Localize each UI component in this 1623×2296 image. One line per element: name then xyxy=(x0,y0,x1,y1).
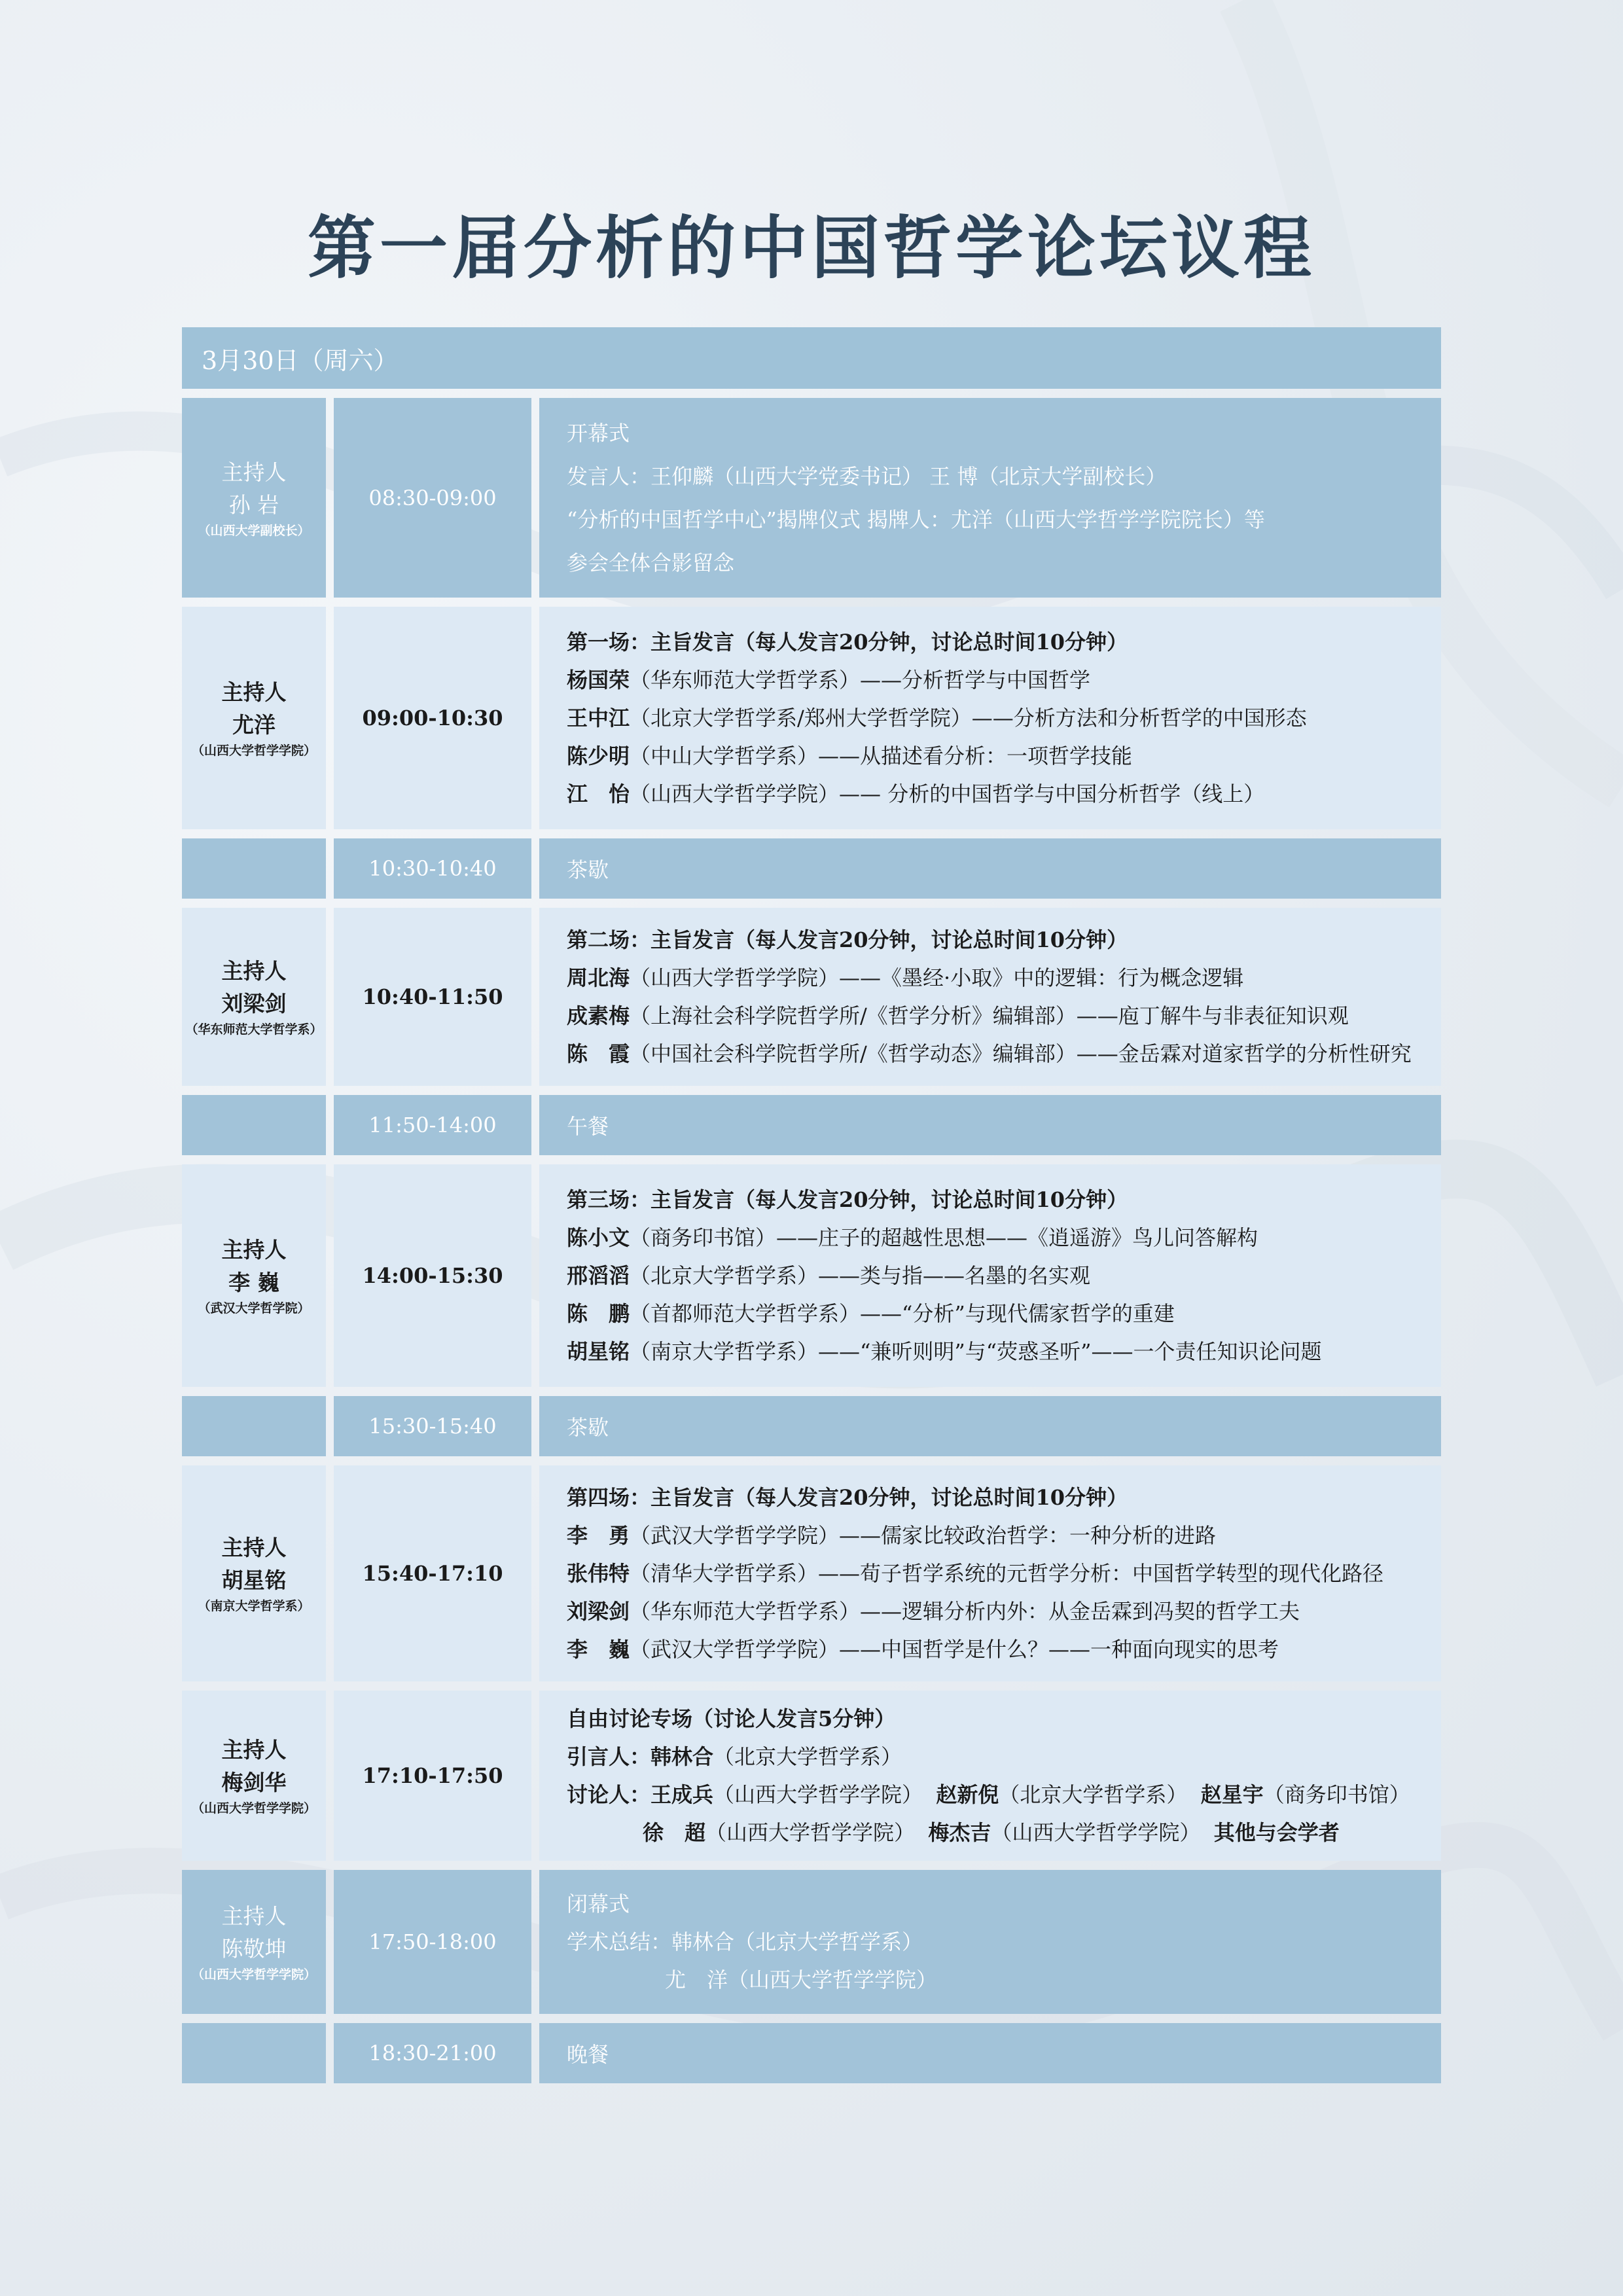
speaker-affiliation: （山西大学哲学学院） xyxy=(705,1820,916,1845)
talk-detail: （首都师范大学哲学系）——“分析”与现代儒家哲学的重建 xyxy=(630,1301,1175,1326)
talk-line xyxy=(567,1295,1441,1333)
agenda-row-closing xyxy=(182,1870,1441,2014)
talk-detail: （上海社会科学院哲学所/《哲学分析》编辑部）——庖丁解牛与非表征知识观 xyxy=(630,1003,1349,1028)
talk-line xyxy=(567,661,1441,699)
talk-detail: （北京大学哲学系）——类与指——名墨的名实观 xyxy=(630,1263,1091,1288)
talk-detail: （北京大学哲学系/郑州大学哲学院）——分析方法和分析哲学的中国形态 xyxy=(630,706,1307,730)
speaker-affiliation: （山西大学哲学学院） xyxy=(991,1820,1201,1845)
time-cell: 18:30-21:00 xyxy=(334,2023,531,2083)
talk-detail: （山西大学哲学学院）——《墨经·小取》中的逻辑：行为概念逻辑 xyxy=(630,965,1244,990)
session-heading: 自由讨论专场（讨论人发言5分钟） xyxy=(567,1706,896,1731)
time-cell: 14:00-15:30 xyxy=(334,1164,531,1387)
session-heading: 第二场：主旨发言（每人发言20分钟，讨论总时间10分钟） xyxy=(567,927,1128,952)
host-cell-empty xyxy=(182,2023,326,2083)
host-affiliation: （山西大学哲学学院） xyxy=(191,1801,316,1816)
content-cell xyxy=(539,1465,1441,1681)
discussant-line xyxy=(567,1776,1441,1814)
agenda-row-dinner xyxy=(182,2023,1441,2083)
host-name: 刘梁剑 xyxy=(221,991,287,1016)
date-header: 3月30日（周六） xyxy=(182,327,1441,389)
speaker-name: 赵新倪 xyxy=(936,1782,999,1807)
agenda-row-opening xyxy=(182,398,1441,598)
speaker-name: 周北海 xyxy=(567,965,630,990)
speaker-name: 江 怡 xyxy=(567,781,630,806)
content-cell xyxy=(539,1691,1441,1861)
host-label: 主持人 xyxy=(221,1535,287,1560)
host-affiliation: （南京大学哲学系） xyxy=(198,1599,310,1613)
talk-line xyxy=(567,1035,1441,1073)
break-label: 茶歇 xyxy=(539,838,1441,899)
time-cell: 10:30-10:40 xyxy=(334,838,531,899)
agenda-row-session-1 xyxy=(182,607,1441,829)
content-line: 开幕式 xyxy=(567,420,630,446)
talk-detail: （中国社会科学院哲学所/《哲学动态》编辑部）——金岳霖对道家哲学的分析性研究 xyxy=(630,1041,1412,1066)
host-name: 李 巍 xyxy=(228,1270,279,1295)
speaker-name: 杨国荣 xyxy=(567,668,630,692)
host-cell xyxy=(182,1164,326,1387)
host-cell-empty xyxy=(182,838,326,899)
host-label: 主持人 xyxy=(221,1903,287,1929)
speaker-affiliation: （北京大学哲学系） xyxy=(713,1744,902,1769)
speaker-name: 成素梅 xyxy=(567,1003,630,1028)
host-label: 主持人 xyxy=(221,459,287,485)
session-heading: 第三场：主旨发言（每人发言20分钟，讨论总时间10分钟） xyxy=(567,1187,1128,1212)
host-label: 主持人 xyxy=(221,1237,287,1263)
host-cell xyxy=(182,908,326,1086)
speaker-name: 胡星铭 xyxy=(567,1339,630,1364)
speaker-name: 陈小文 xyxy=(567,1225,630,1250)
speaker-name: 刘梁剑 xyxy=(567,1599,630,1624)
speaker-name: 陈少明 xyxy=(567,744,630,768)
host-affiliation: （山西大学哲学学院） xyxy=(191,1967,316,1982)
agenda-row-session-4 xyxy=(182,1465,1441,1681)
host-affiliation: （山西大学哲学学院） xyxy=(191,744,316,758)
speaker-affiliation: （山西大学哲学学院） xyxy=(713,1782,923,1807)
host-cell-empty xyxy=(182,1396,326,1456)
discussant-label: 讨论人： xyxy=(567,1782,651,1807)
content-cell xyxy=(539,1870,1441,2014)
host-cell-empty xyxy=(182,1095,326,1155)
session-heading: 第一场：主旨发言（每人发言20分钟，讨论总时间10分钟） xyxy=(567,630,1128,655)
speaker-name: 赵星宇 xyxy=(1200,1782,1264,1807)
speaker-name: 李 巍 xyxy=(567,1637,630,1662)
speaker-name: 张伟特 xyxy=(567,1561,630,1586)
host-name: 梅剑华 xyxy=(221,1770,287,1795)
agenda-row-break xyxy=(182,1396,1441,1456)
intro-label: 引言人： xyxy=(567,1744,651,1769)
agenda-row-lunch xyxy=(182,1095,1441,1155)
host-label: 主持人 xyxy=(221,1737,287,1763)
speaker-name: 陈 霞 xyxy=(567,1041,630,1066)
time-cell: 17:50-18:00 xyxy=(334,1870,531,2014)
agenda-table xyxy=(182,327,1441,2092)
talk-line xyxy=(567,1592,1441,1630)
talk-detail: （中山大学哲学系）——从描述看分析：一项哲学技能 xyxy=(630,744,1133,768)
other-attendees: 其他与会学者 xyxy=(1213,1820,1340,1845)
content-cell xyxy=(539,607,1441,829)
talk-line xyxy=(567,1630,1441,1668)
talk-detail: （山西大学哲学学院）—— 分析的中国哲学与中国分析哲学（线上） xyxy=(630,781,1265,806)
speaker-name: 徐 超 xyxy=(643,1820,706,1845)
host-affiliation: （华东师范大学哲学系） xyxy=(185,1022,323,1037)
talk-line xyxy=(567,1554,1441,1592)
content-cell xyxy=(539,398,1441,598)
time-cell: 15:40-17:10 xyxy=(334,1465,531,1681)
content-line: 参会全体合影留念 xyxy=(567,550,735,575)
host-name: 尤洋 xyxy=(232,712,276,738)
host-cell xyxy=(182,1691,326,1861)
agenda-row-session-3 xyxy=(182,1164,1441,1387)
time-cell: 09:00-10:30 xyxy=(334,607,531,829)
host-cell xyxy=(182,1870,326,2014)
speaker-name: 邢滔滔 xyxy=(567,1263,630,1288)
talk-line xyxy=(567,1257,1441,1295)
talk-detail: （武汉大学哲学学院）——中国哲学是什么？——一种面向现实的思考 xyxy=(630,1637,1279,1662)
talk-line xyxy=(567,775,1441,813)
host-cell xyxy=(182,607,326,829)
host-cell xyxy=(182,1465,326,1681)
closing-speaker: 尤 洋（山西大学哲学学院） xyxy=(665,1967,938,1992)
time-cell: 10:40-11:50 xyxy=(334,908,531,1086)
talk-detail: （南京大学哲学系）——“兼听则明”与“荧惑圣听”——一个责任知识论问题 xyxy=(630,1339,1322,1364)
speaker-name: 梅杰吉 xyxy=(928,1820,991,1845)
session-heading: 第四场：主旨发言（每人发言20分钟，讨论总时间10分钟） xyxy=(567,1485,1128,1510)
host-affiliation: （武汉大学哲学院） xyxy=(198,1301,310,1316)
host-name: 孙 岩 xyxy=(228,492,279,518)
speaker-name: 王成兵 xyxy=(651,1782,714,1807)
talk-detail: （华东师范大学哲学系）——逻辑分析内外：从金岳霖到冯契的哲学工夫 xyxy=(630,1599,1300,1624)
time-cell: 17:10-17:50 xyxy=(334,1691,531,1861)
content-line: 闭幕式 xyxy=(567,1892,630,1916)
talk-line xyxy=(567,959,1441,997)
break-label: 茶歇 xyxy=(539,1396,1441,1456)
intro-line xyxy=(567,1738,1441,1776)
time-cell: 15:30-15:40 xyxy=(334,1396,531,1456)
talk-line xyxy=(567,997,1441,1035)
talk-line xyxy=(567,1219,1441,1257)
talk-detail: （华东师范大学哲学系）——分析哲学与中国哲学 xyxy=(630,668,1091,692)
agenda-row-break xyxy=(182,838,1441,899)
content-line: 发言人：王仰麟（山西大学党委书记） 王 博（北京大学副校长） xyxy=(567,463,1167,489)
content-line: “分析的中国哲学中心”揭牌仪式 揭牌人：尤洋（山西大学哲学学院院长）等 xyxy=(567,507,1265,532)
content-cell xyxy=(539,908,1441,1086)
talk-line xyxy=(567,1516,1441,1554)
speaker-name: 王中江 xyxy=(567,706,630,730)
discussant-line xyxy=(567,1814,1441,1852)
content-line xyxy=(567,1961,1441,1999)
host-label: 主持人 xyxy=(221,958,287,984)
time-cell: 08:30-09:00 xyxy=(334,398,531,598)
agenda-row-free-discussion xyxy=(182,1691,1441,1861)
talk-detail: （清华大学哲学系）——荀子哲学系统的元哲学分析：中国哲学转型的现代化路径 xyxy=(630,1561,1384,1586)
time-cell: 11:50-14:00 xyxy=(334,1095,531,1155)
talk-detail: （武汉大学哲学学院）——儒家比较政治哲学：一种分析的进路 xyxy=(630,1523,1217,1548)
host-name: 胡星铭 xyxy=(221,1568,287,1593)
talk-line xyxy=(567,737,1441,775)
content-cell xyxy=(539,1164,1441,1387)
speaker-name: 陈 鹏 xyxy=(567,1301,630,1326)
host-label: 主持人 xyxy=(221,679,287,705)
host-name: 陈敬坤 xyxy=(221,1936,287,1962)
speaker-affiliation: （北京大学哲学系） xyxy=(999,1782,1188,1807)
talk-detail: （商务印书馆）——庄子的超越性思想——《逍遥游》鸟儿问答解构 xyxy=(630,1225,1258,1250)
host-cell xyxy=(182,398,326,598)
talk-line xyxy=(567,699,1441,737)
host-affiliation: （山西大学副校长） xyxy=(198,523,310,538)
content-line: 学术总结：韩林合（北京大学哲学系） xyxy=(567,1929,923,1954)
break-label: 晚餐 xyxy=(539,2023,1441,2083)
page-title: 第一届分析的中国哲学论坛议程 xyxy=(307,207,1315,288)
speaker-affiliation: （商务印书馆） xyxy=(1263,1782,1410,1807)
break-label: 午餐 xyxy=(539,1095,1441,1155)
agenda-row-session-2 xyxy=(182,908,1441,1086)
speaker-name: 韩林合 xyxy=(651,1744,714,1769)
talk-line xyxy=(567,1333,1441,1371)
speaker-name: 李 勇 xyxy=(567,1523,630,1548)
